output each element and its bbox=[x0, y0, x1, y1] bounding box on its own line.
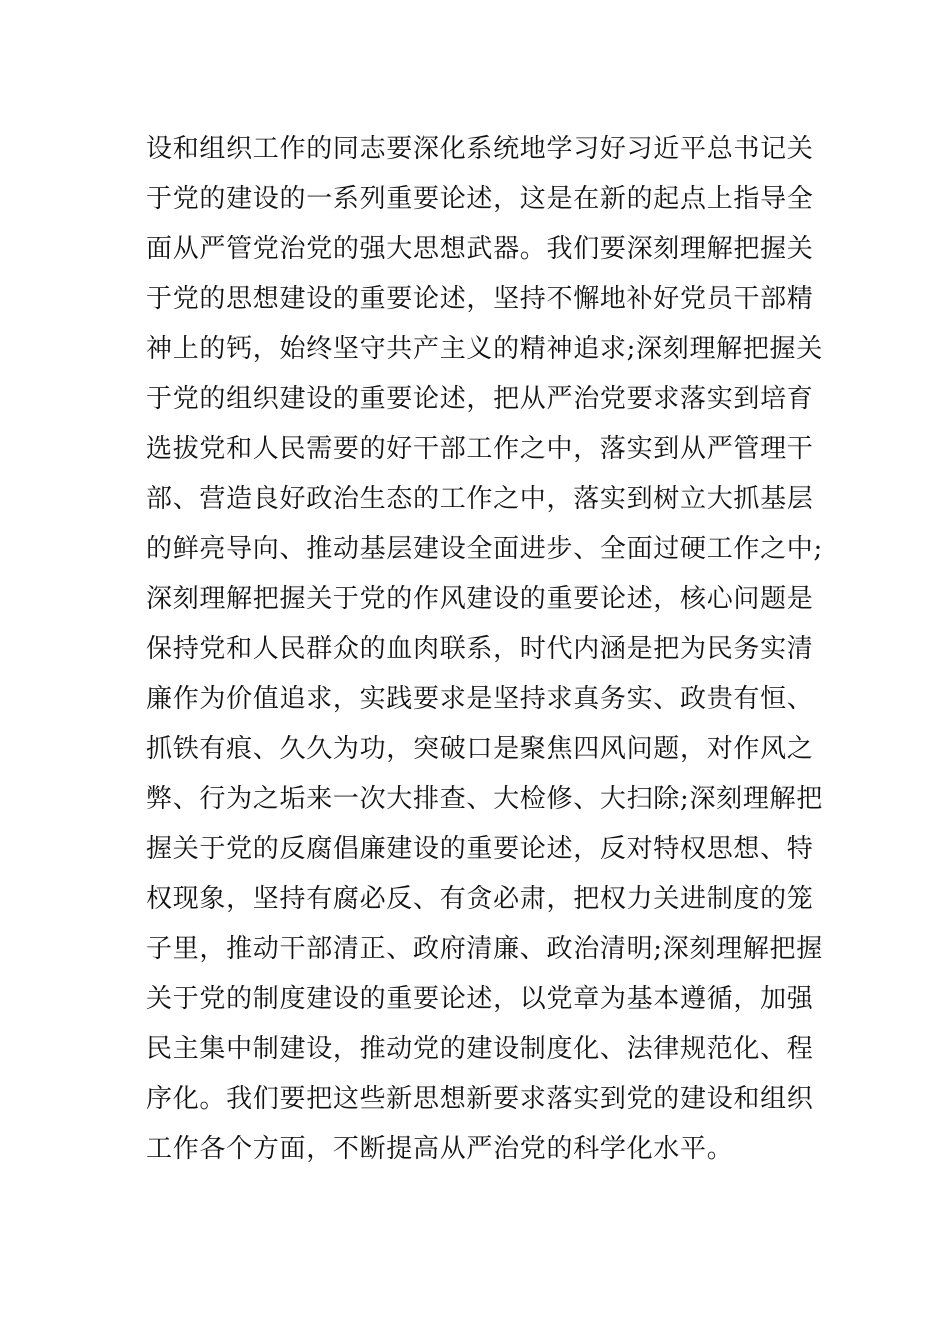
paragraph-line: 子里，推动干部清正、政府清廉、政治清明;深刻理解把握 bbox=[146, 934, 823, 964]
paragraph-line: 廉作为价值追求，实践要求是坚持求真务实、政贵有恒、 bbox=[146, 684, 814, 714]
paragraph-line: 工作各个方面，不断提高从严治党的科学化水平。 bbox=[146, 1134, 734, 1164]
paragraph-line: 握关于党的反腐倡廉建设的重要论述，反对特权思想、特 bbox=[146, 834, 814, 864]
paragraph-line: 保持党和人民群众的血肉联系，时代内涵是把为民务实清 bbox=[146, 634, 814, 664]
body-paragraph bbox=[146, 124, 823, 1174]
paragraph-line: 的鲜亮导向、推动基层建设全面进步、全面过硬工作之中; bbox=[146, 534, 823, 564]
paragraph-line: 深刻理解把握关于党的作风建设的重要论述，核心问题是 bbox=[146, 584, 814, 614]
paragraph-line: 选拔党和人民需要的好干部工作之中，落实到从严管理干 bbox=[146, 434, 814, 464]
paragraph-line: 民主集中制建设，推动党的建设制度化、法律规范化、程 bbox=[146, 1034, 814, 1064]
paragraph-line: 面从严管党治党的强大思想武器。我们要深刻理解把握关 bbox=[146, 234, 814, 264]
paragraph-line: 部、营造良好政治生态的工作之中，落实到树立大抓基层 bbox=[146, 484, 814, 514]
paragraph-line: 权现象，坚持有腐必反、有贪必肃，把权力关进制度的笼 bbox=[146, 884, 814, 914]
paragraph-line: 设和组织工作的同志要深化系统地学习好习近平总书记关 bbox=[146, 134, 814, 164]
paragraph-line: 于党的建设的一系列重要论述，这是在新的起点上指导全 bbox=[146, 184, 814, 214]
paragraph-line: 弊、行为之垢来一次大排查、大检修、大扫除;深刻理解把 bbox=[146, 784, 823, 814]
paragraph-line: 于党的组织建设的重要论述，把从严治党要求落实到培育 bbox=[146, 384, 814, 414]
paragraph-line: 关于党的制度建设的重要论述，以党章为基本遵循，加强 bbox=[146, 984, 814, 1014]
paragraph-line: 序化。我们要把这些新思想新要求落实到党的建设和组织 bbox=[146, 1084, 814, 1114]
paragraph-line: 抓铁有痕、久久为功，突破口是聚焦四风问题，对作风之 bbox=[146, 734, 814, 764]
paragraph-line: 于党的思想建设的重要论述，坚持不懈地补好党员干部精 bbox=[146, 284, 814, 314]
paragraph-line: 神上的钙，始终坚守共产主义的精神追求;深刻理解把握关 bbox=[146, 334, 823, 364]
